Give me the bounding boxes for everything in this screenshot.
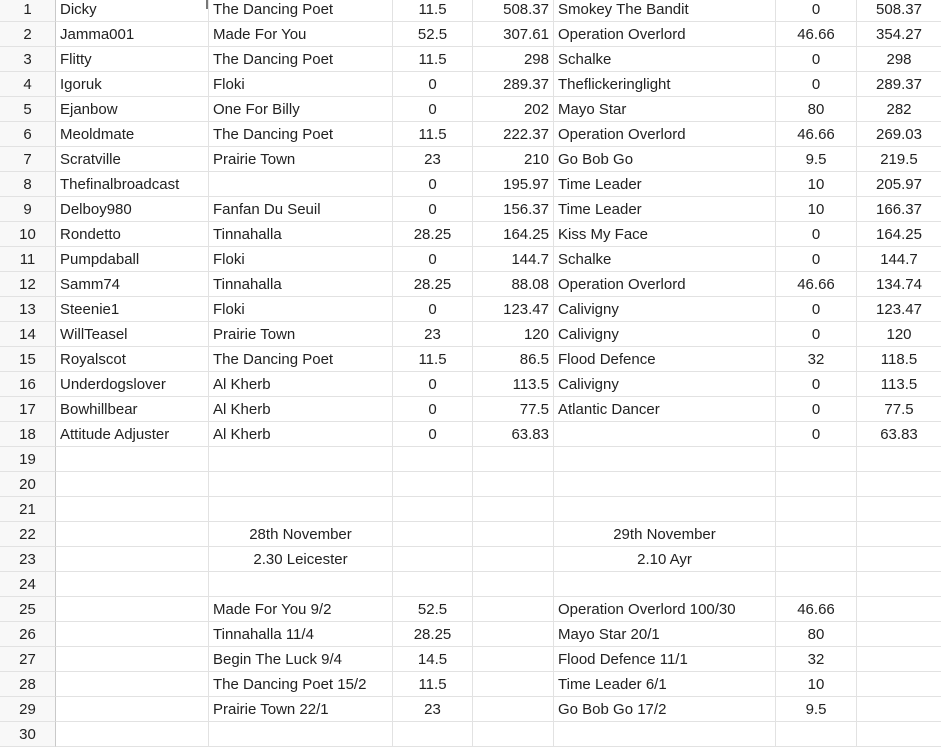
- table-row: [0, 222, 941, 247]
- cell-d[interactable]: [473, 447, 554, 472]
- cell-a[interactable]: Delboy980: [56, 197, 209, 222]
- cell-g[interactable]: [857, 522, 941, 547]
- cell-f[interactable]: 9.5: [776, 697, 857, 722]
- table-row: [0, 197, 941, 222]
- cell-e[interactable]: Operation Overlord: [554, 272, 776, 297]
- table-row: [0, 47, 941, 72]
- cell-c[interactable]: 11.5: [393, 347, 473, 372]
- cell-g[interactable]: 120: [857, 322, 941, 347]
- table-row: [0, 497, 941, 522]
- cell-c[interactable]: 0: [393, 297, 473, 322]
- cell-b[interactable]: 28th November: [209, 522, 393, 547]
- cell-b[interactable]: One For Billy: [209, 97, 393, 122]
- cell-a[interactable]: Royalscot: [56, 347, 209, 372]
- cell-a[interactable]: Flitty: [56, 47, 209, 72]
- cell-c[interactable]: 11.5: [393, 47, 473, 72]
- cell-e[interactable]: Calivigny: [554, 372, 776, 397]
- cell-f[interactable]: 0: [776, 0, 857, 22]
- row-header[interactable]: 30: [0, 722, 56, 747]
- table-row: [0, 547, 941, 572]
- cell-f[interactable]: 10: [776, 197, 857, 222]
- table-row: [0, 347, 941, 372]
- cell-f[interactable]: 46.66: [776, 272, 857, 297]
- cell-c[interactable]: 11.5: [393, 0, 473, 22]
- cell-f[interactable]: 0: [776, 372, 857, 397]
- cell-f[interactable]: 46.66: [776, 22, 857, 47]
- cell-d[interactable]: 120: [473, 322, 554, 347]
- row-header[interactable]: 20: [0, 472, 56, 497]
- table-row: [0, 122, 941, 147]
- cell-c[interactable]: 28.25: [393, 222, 473, 247]
- cell-b[interactable]: Begin The Luck 9/4: [209, 647, 393, 672]
- table-row: [0, 272, 941, 297]
- cell-e[interactable]: Flood Defence 11/1: [554, 647, 776, 672]
- cell-a[interactable]: Thefinalbroadcast: [56, 172, 209, 197]
- cell-c[interactable]: 0: [393, 247, 473, 272]
- cell-g[interactable]: [857, 472, 941, 497]
- cell-c[interactable]: [393, 447, 473, 472]
- cell-g[interactable]: [857, 447, 941, 472]
- row-header[interactable]: 6: [0, 122, 56, 147]
- cell-f[interactable]: 80: [776, 622, 857, 647]
- cell-f[interactable]: [776, 472, 857, 497]
- table-row: [0, 447, 941, 472]
- cell-e[interactable]: Operation Overlord: [554, 122, 776, 147]
- cell-d[interactable]: [473, 547, 554, 572]
- cell-c[interactable]: 52.5: [393, 597, 473, 622]
- cell-c[interactable]: 0: [393, 97, 473, 122]
- cell-c[interactable]: 0: [393, 197, 473, 222]
- cell-f[interactable]: 9.5: [776, 147, 857, 172]
- cell-f[interactable]: 0: [776, 47, 857, 72]
- cell-d[interactable]: 88.08: [473, 272, 554, 297]
- cell-e[interactable]: Schalke: [554, 47, 776, 72]
- cell-g[interactable]: 123.47: [857, 297, 941, 322]
- cell-f[interactable]: 32: [776, 347, 857, 372]
- row-header[interactable]: 15: [0, 347, 56, 372]
- cell-d[interactable]: 77.5: [473, 397, 554, 422]
- row-header[interactable]: 18: [0, 422, 56, 447]
- cell-a[interactable]: Pumpdaball: [56, 247, 209, 272]
- table-row: [0, 697, 941, 722]
- cell-d[interactable]: 508.37: [473, 0, 554, 22]
- table-row: [0, 647, 941, 672]
- cell-b[interactable]: The Dancing Poet: [209, 0, 393, 22]
- cell-d[interactable]: [473, 522, 554, 547]
- cell-d[interactable]: 202: [473, 97, 554, 122]
- cell-b[interactable]: Tinnahalla: [209, 272, 393, 297]
- cell-f[interactable]: 46.66: [776, 122, 857, 147]
- cell-a[interactable]: [56, 647, 209, 672]
- cell-d[interactable]: 63.83: [473, 422, 554, 447]
- cell-a[interactable]: Scratville: [56, 147, 209, 172]
- cell-g[interactable]: 63.83: [857, 422, 941, 447]
- cell-e[interactable]: Atlantic Dancer: [554, 397, 776, 422]
- cell-c[interactable]: [393, 472, 473, 497]
- row-header[interactable]: 9: [0, 197, 56, 222]
- cell-d[interactable]: 123.47: [473, 297, 554, 322]
- cell-e[interactable]: [554, 447, 776, 472]
- cell-b[interactable]: [209, 172, 393, 197]
- cell-b[interactable]: [209, 447, 393, 472]
- cell-c[interactable]: 0: [393, 172, 473, 197]
- cell-c[interactable]: 0: [393, 372, 473, 397]
- cell-g[interactable]: 508.37: [857, 0, 941, 22]
- cell-d[interactable]: 195.97: [473, 172, 554, 197]
- row-header[interactable]: 16: [0, 372, 56, 397]
- table-row: [0, 247, 941, 272]
- cell-f[interactable]: 32: [776, 647, 857, 672]
- cell-a[interactable]: [56, 597, 209, 622]
- cell-c[interactable]: [393, 522, 473, 547]
- cell-g[interactable]: 118.5: [857, 347, 941, 372]
- table-row: [0, 147, 941, 172]
- cell-g[interactable]: 77.5: [857, 397, 941, 422]
- cell-b[interactable]: Tinnahalla: [209, 222, 393, 247]
- row-header[interactable]: 29: [0, 697, 56, 722]
- table-row: [0, 0, 941, 22]
- cell-g[interactable]: 289.37: [857, 72, 941, 97]
- cell-g[interactable]: [857, 572, 941, 597]
- cell-b[interactable]: [209, 572, 393, 597]
- cell-f[interactable]: 10: [776, 172, 857, 197]
- cell-f[interactable]: 0: [776, 247, 857, 272]
- cell-b[interactable]: Fanfan Du Seuil: [209, 197, 393, 222]
- cell-b[interactable]: Prairie Town 22/1: [209, 697, 393, 722]
- cell-f[interactable]: [776, 572, 857, 597]
- cell-a[interactable]: [56, 497, 209, 522]
- cell-g[interactable]: 269.03: [857, 122, 941, 147]
- cell-b[interactable]: Tinnahalla 11/4: [209, 622, 393, 647]
- cell-d[interactable]: [473, 647, 554, 672]
- cell-c[interactable]: 28.25: [393, 622, 473, 647]
- row-header[interactable]: 5: [0, 97, 56, 122]
- table-row: [0, 722, 941, 747]
- cell-c[interactable]: [393, 722, 473, 747]
- cell-a[interactable]: [56, 522, 209, 547]
- cell-f[interactable]: [776, 722, 857, 747]
- cell-f[interactable]: [776, 497, 857, 522]
- cell-c[interactable]: [393, 497, 473, 522]
- cell-d[interactable]: 144.7: [473, 247, 554, 272]
- cell-e[interactable]: Go Bob Go 17/2: [554, 697, 776, 722]
- cell-f[interactable]: 10: [776, 672, 857, 697]
- table-row: [0, 522, 941, 547]
- cell-b[interactable]: The Dancing Poet 15/2: [209, 672, 393, 697]
- cell-a[interactable]: [56, 722, 209, 747]
- cell-a[interactable]: [56, 697, 209, 722]
- cell-e[interactable]: Operation Overlord: [554, 22, 776, 47]
- row-header[interactable]: 17: [0, 397, 56, 422]
- cell-c[interactable]: 11.5: [393, 122, 473, 147]
- cell-c[interactable]: 0: [393, 397, 473, 422]
- cell-d[interactable]: [473, 622, 554, 647]
- row-header[interactable]: 14: [0, 322, 56, 347]
- cell-b[interactable]: The Dancing Poet: [209, 347, 393, 372]
- cell-g[interactable]: 298: [857, 47, 941, 72]
- cell-e[interactable]: Kiss My Face: [554, 222, 776, 247]
- cell-a[interactable]: Ejanbow: [56, 97, 209, 122]
- cell-e[interactable]: [554, 572, 776, 597]
- cell-g[interactable]: [857, 547, 941, 572]
- cell-b[interactable]: Floki: [209, 72, 393, 97]
- cell-f[interactable]: 46.66: [776, 597, 857, 622]
- cell-a[interactable]: [56, 672, 209, 697]
- cell-a[interactable]: [56, 447, 209, 472]
- row-header[interactable]: 21: [0, 497, 56, 522]
- cell-g[interactable]: [857, 597, 941, 622]
- cell-g[interactable]: 282: [857, 97, 941, 122]
- cell-b[interactable]: 2.30 Leicester: [209, 547, 393, 572]
- table-row: [0, 97, 941, 122]
- table-row: [0, 172, 941, 197]
- cell-b[interactable]: Al Kherb: [209, 397, 393, 422]
- cell-a[interactable]: [56, 547, 209, 572]
- row-header[interactable]: 10: [0, 222, 56, 247]
- cell-e[interactable]: Time Leader: [554, 197, 776, 222]
- cell-d[interactable]: [473, 597, 554, 622]
- cell-a[interactable]: Jamma001: [56, 22, 209, 47]
- cell-d[interactable]: 164.25: [473, 222, 554, 247]
- row-header[interactable]: 3: [0, 47, 56, 72]
- cell-e[interactable]: Time Leader: [554, 172, 776, 197]
- cell-b[interactable]: [209, 497, 393, 522]
- cell-d[interactable]: [473, 672, 554, 697]
- table-row: [0, 472, 941, 497]
- cell-b[interactable]: Al Kherb: [209, 372, 393, 397]
- cell-f[interactable]: 0: [776, 297, 857, 322]
- cell-d[interactable]: [473, 697, 554, 722]
- cell-e[interactable]: Mayo Star 20/1: [554, 622, 776, 647]
- cell-g[interactable]: 354.27: [857, 22, 941, 47]
- cell-f[interactable]: 0: [776, 397, 857, 422]
- cell-b[interactable]: The Dancing Poet: [209, 122, 393, 147]
- cell-e[interactable]: Go Bob Go: [554, 147, 776, 172]
- cell-e[interactable]: Time Leader 6/1: [554, 672, 776, 697]
- cell-a[interactable]: Dicky: [56, 0, 209, 22]
- cell-d[interactable]: 210: [473, 147, 554, 172]
- table-row: [0, 622, 941, 647]
- row-header[interactable]: 8: [0, 172, 56, 197]
- row-header[interactable]: 26: [0, 622, 56, 647]
- table-row: [0, 597, 941, 622]
- cell-c[interactable]: 0: [393, 72, 473, 97]
- row-header[interactable]: 19: [0, 447, 56, 472]
- cell-f[interactable]: 0: [776, 72, 857, 97]
- cell-e[interactable]: Smokey The Bandit: [554, 0, 776, 22]
- cell-a[interactable]: [56, 472, 209, 497]
- cell-c[interactable]: 23: [393, 322, 473, 347]
- cell-g[interactable]: 113.5: [857, 372, 941, 397]
- cell-d[interactable]: 289.37: [473, 72, 554, 97]
- table-row: [0, 672, 941, 697]
- cell-g[interactable]: 144.7: [857, 247, 941, 272]
- cell-b[interactable]: [209, 722, 393, 747]
- cell-c[interactable]: [393, 572, 473, 597]
- cell-b[interactable]: Made For You: [209, 22, 393, 47]
- row-header[interactable]: 7: [0, 147, 56, 172]
- cell-e[interactable]: [554, 472, 776, 497]
- cell-f[interactable]: 80: [776, 97, 857, 122]
- table-row: [0, 72, 941, 97]
- cell-e[interactable]: Theflickeringlight: [554, 72, 776, 97]
- cell-b[interactable]: Prairie Town: [209, 322, 393, 347]
- cell-b[interactable]: [209, 472, 393, 497]
- cell-a[interactable]: [56, 572, 209, 597]
- cell-e[interactable]: Operation Overlord 100/30: [554, 597, 776, 622]
- cell-c[interactable]: 23: [393, 147, 473, 172]
- cell-g[interactable]: [857, 697, 941, 722]
- row-header[interactable]: 13: [0, 297, 56, 322]
- cell-d[interactable]: 307.61: [473, 22, 554, 47]
- table-row: [0, 572, 941, 597]
- cell-c[interactable]: 28.25: [393, 272, 473, 297]
- cell-f[interactable]: 0: [776, 222, 857, 247]
- cell-g[interactable]: [857, 622, 941, 647]
- cell-f[interactable]: [776, 547, 857, 572]
- cell-a[interactable]: Steenie1: [56, 297, 209, 322]
- cell-d[interactable]: 86.5: [473, 347, 554, 372]
- cell-f[interactable]: [776, 522, 857, 547]
- table-row: [0, 322, 941, 347]
- cell-e[interactable]: Schalke: [554, 247, 776, 272]
- cell-g[interactable]: 205.97: [857, 172, 941, 197]
- cell-a[interactable]: Samm74: [56, 272, 209, 297]
- cell-e[interactable]: [554, 422, 776, 447]
- cell-c[interactable]: 52.5: [393, 22, 473, 47]
- table-row: [0, 422, 941, 447]
- table-row: [0, 297, 941, 322]
- cell-a[interactable]: Bowhillbear: [56, 397, 209, 422]
- row-header[interactable]: 22: [0, 522, 56, 547]
- cell-f[interactable]: 0: [776, 422, 857, 447]
- table-row: [0, 22, 941, 47]
- cell-b[interactable]: Al Kherb: [209, 422, 393, 447]
- cell-d[interactable]: [473, 497, 554, 522]
- cell-g[interactable]: 134.74: [857, 272, 941, 297]
- cell-a[interactable]: Underdogslover: [56, 372, 209, 397]
- cell-d[interactable]: [473, 472, 554, 497]
- cell-d[interactable]: 156.37: [473, 197, 554, 222]
- cell-d[interactable]: [473, 572, 554, 597]
- table-row: [0, 397, 941, 422]
- cell-a[interactable]: Rondetto: [56, 222, 209, 247]
- cell-e[interactable]: Calivigny: [554, 297, 776, 322]
- cell-e[interactable]: Mayo Star: [554, 97, 776, 122]
- cell-g[interactable]: 219.5: [857, 147, 941, 172]
- cell-a[interactable]: [56, 622, 209, 647]
- cell-e[interactable]: [554, 497, 776, 522]
- cell-a[interactable]: WillTeasel: [56, 322, 209, 347]
- row-header[interactable]: 23: [0, 547, 56, 572]
- row-header[interactable]: 12: [0, 272, 56, 297]
- cell-c[interactable]: 0: [393, 422, 473, 447]
- row-header[interactable]: 11: [0, 247, 56, 272]
- cell-c[interactable]: 11.5: [393, 672, 473, 697]
- cell-e[interactable]: Calivigny: [554, 322, 776, 347]
- cell-a[interactable]: Meoldmate: [56, 122, 209, 147]
- cell-g[interactable]: 166.37: [857, 197, 941, 222]
- cell-g[interactable]: 164.25: [857, 222, 941, 247]
- row-header[interactable]: 1: [0, 0, 56, 22]
- cell-b[interactable]: The Dancing Poet: [209, 47, 393, 72]
- cell-b[interactable]: Prairie Town: [209, 147, 393, 172]
- cell-c[interactable]: 23: [393, 697, 473, 722]
- cell-e[interactable]: 29th November: [554, 522, 776, 547]
- cell-f[interactable]: 0: [776, 322, 857, 347]
- cell-g[interactable]: [857, 497, 941, 522]
- cell-a[interactable]: Igoruk: [56, 72, 209, 97]
- row-header[interactable]: 27: [0, 647, 56, 672]
- cell-d[interactable]: [473, 722, 554, 747]
- cell-b[interactable]: Floki: [209, 247, 393, 272]
- cell-a[interactable]: Attitude Adjuster: [56, 422, 209, 447]
- cell-e[interactable]: Flood Defence: [554, 347, 776, 372]
- cell-g[interactable]: [857, 722, 941, 747]
- row-header[interactable]: 28: [0, 672, 56, 697]
- cell-b[interactable]: Floki: [209, 297, 393, 322]
- cell-e[interactable]: [554, 722, 776, 747]
- cell-d[interactable]: 298: [473, 47, 554, 72]
- table-row: [0, 372, 941, 397]
- cell-g[interactable]: [857, 672, 941, 697]
- cell-d[interactable]: 113.5: [473, 372, 554, 397]
- row-header[interactable]: 24: [0, 572, 56, 597]
- cell-b[interactable]: Made For You 9/2: [209, 597, 393, 622]
- cell-e[interactable]: 2.10 Ayr: [554, 547, 776, 572]
- row-header[interactable]: 4: [0, 72, 56, 97]
- cell-c[interactable]: 14.5: [393, 647, 473, 672]
- row-header[interactable]: 25: [0, 597, 56, 622]
- cell-g[interactable]: [857, 647, 941, 672]
- cell-d[interactable]: 222.37: [473, 122, 554, 147]
- row-header[interactable]: 2: [0, 22, 56, 47]
- cell-f[interactable]: [776, 447, 857, 472]
- cell-c[interactable]: [393, 547, 473, 572]
